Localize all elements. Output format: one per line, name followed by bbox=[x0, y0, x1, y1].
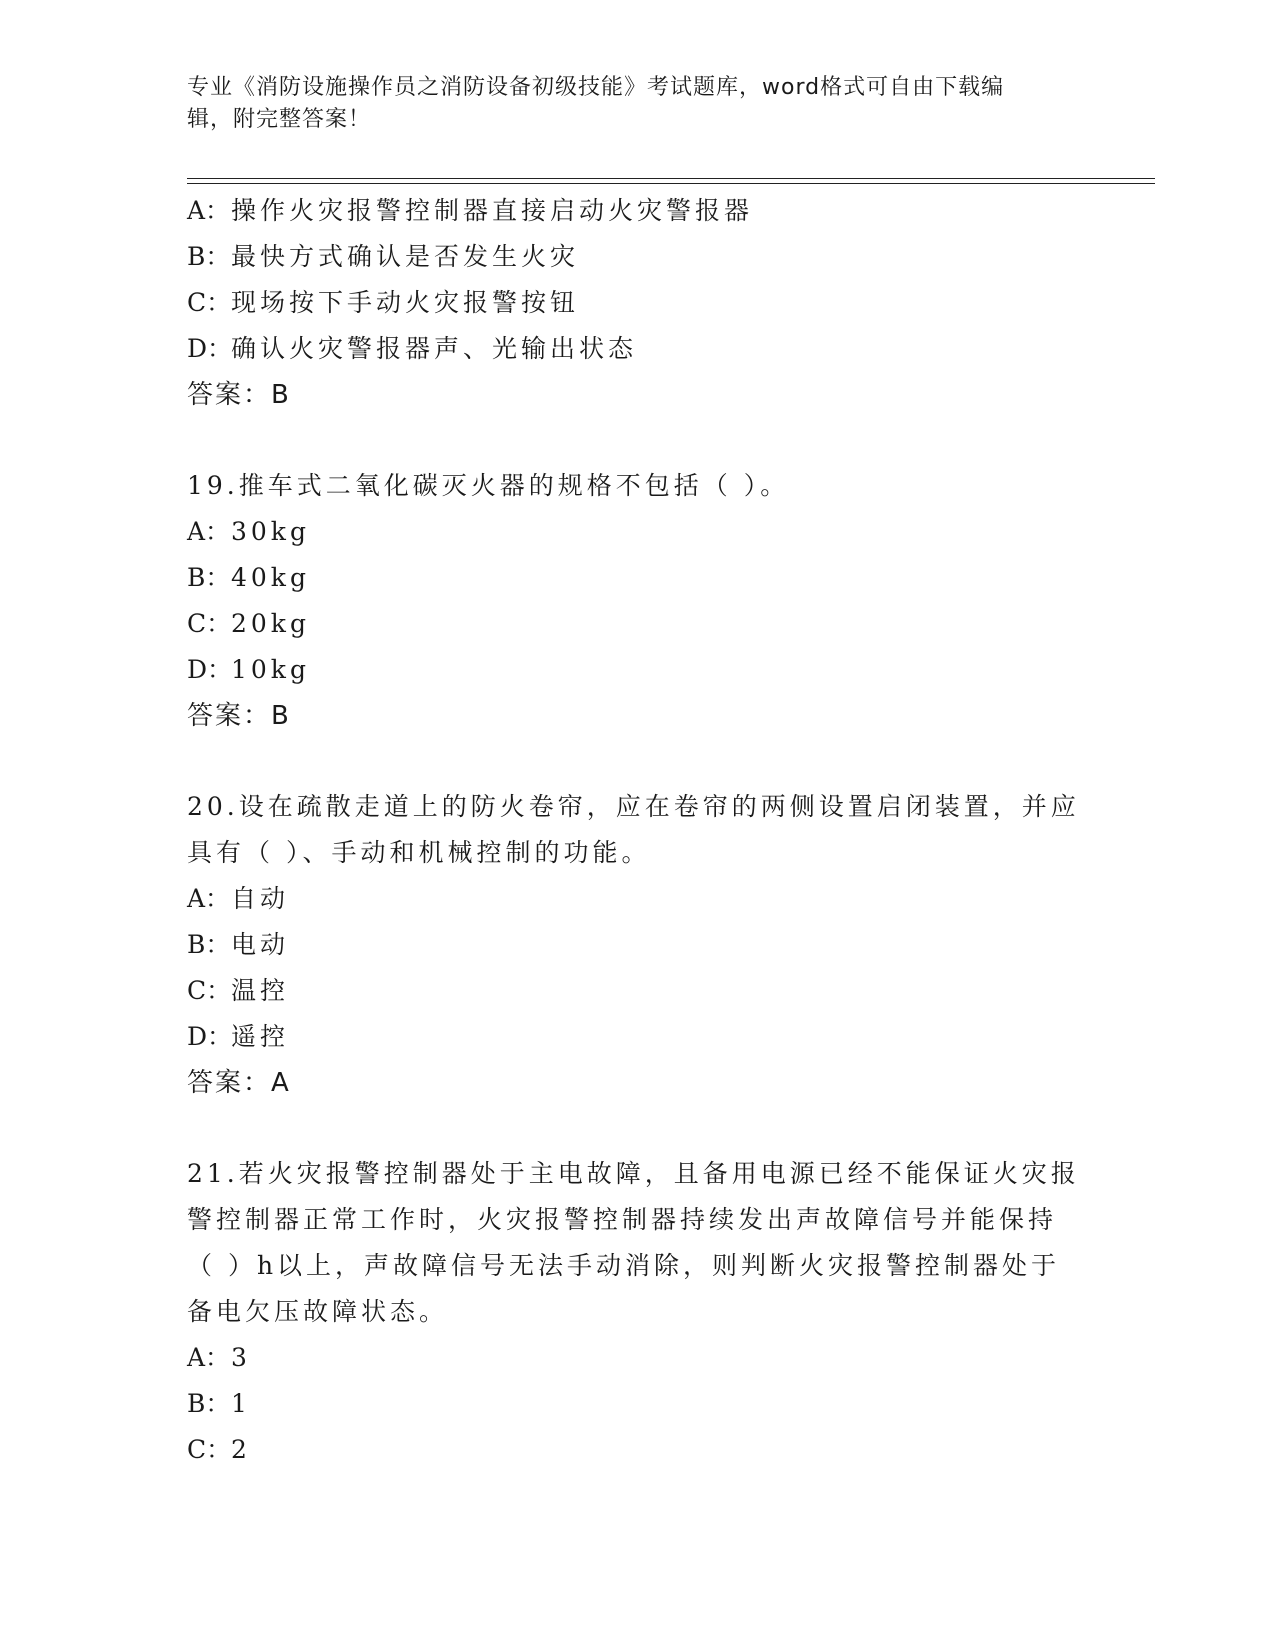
option-c bbox=[187, 601, 1087, 647]
option-b bbox=[187, 922, 1087, 968]
option-d bbox=[187, 326, 1087, 372]
option-text: 温控 bbox=[231, 976, 290, 1005]
question-block-18 bbox=[187, 188, 1087, 418]
question-stem-line: 21.若火灾报警控制器处于主电故障，且备用电源已经不能保证火灾报 bbox=[187, 1159, 1080, 1188]
option-label: A： bbox=[187, 196, 231, 225]
option-text: 1 bbox=[231, 1389, 251, 1418]
question-stem-line: 备电欠压故障状态。 bbox=[187, 1297, 449, 1326]
option-text: 遥控 bbox=[231, 1022, 290, 1051]
answer-line: 答案：B bbox=[187, 701, 291, 731]
header-note-line-1: 专业《消防设施操作员之消防设备初级技能》考试题库，word格式可自由下载编 bbox=[187, 75, 1005, 100]
option-text: 10kg bbox=[231, 655, 310, 684]
option-label: B： bbox=[187, 242, 231, 271]
option-text: 现场按下手动火灾报警按钮 bbox=[231, 288, 580, 317]
option-a bbox=[187, 1335, 1087, 1381]
option-c bbox=[187, 968, 1087, 1014]
option-label: C： bbox=[187, 288, 232, 317]
question-stem-line: 警控制器正常工作时，火灾报警控制器持续发出声故障信号并能保持 bbox=[187, 1205, 1058, 1234]
option-text: 自动 bbox=[231, 884, 290, 913]
header-divider-top bbox=[187, 178, 1155, 179]
option-label: C： bbox=[187, 976, 232, 1005]
question-stem-line: 具有（ ）、手动和机械控制的功能。 bbox=[187, 838, 651, 867]
question-stem-line: （ ）h以上，声故障信号无法手动消除，则判断火灾报警控制器处于 bbox=[187, 1251, 1061, 1280]
option-label: D： bbox=[187, 655, 233, 684]
option-text: 30kg bbox=[231, 517, 310, 546]
option-a bbox=[187, 876, 1087, 922]
option-label: B： bbox=[187, 1389, 231, 1418]
question-list bbox=[187, 188, 1087, 1473]
option-text: 电动 bbox=[231, 930, 290, 959]
option-a bbox=[187, 188, 1087, 234]
option-label: A： bbox=[187, 884, 231, 913]
option-text: 最快方式确认是否发生火灾 bbox=[231, 242, 580, 271]
question-stem: 19.推车式二氧化碳灭火器的规格不包括（ ）。 bbox=[187, 471, 790, 500]
option-b bbox=[187, 555, 1087, 601]
answer-line: 答案：B bbox=[187, 380, 291, 410]
option-text: 3 bbox=[231, 1343, 251, 1372]
option-b bbox=[187, 1381, 1087, 1427]
option-label: B： bbox=[187, 930, 231, 959]
header-divider-bottom bbox=[187, 183, 1155, 184]
option-label: A： bbox=[187, 1343, 231, 1372]
question-block-21 bbox=[187, 1151, 1087, 1473]
option-a bbox=[187, 509, 1087, 555]
option-text: 40kg bbox=[231, 563, 310, 592]
option-d bbox=[187, 1014, 1087, 1060]
header-note bbox=[187, 72, 1067, 136]
option-text: 操作火灾报警控制器直接启动火灾警报器 bbox=[231, 196, 754, 225]
option-text: 2 bbox=[231, 1435, 251, 1464]
option-text: 确认火灾警报器声、光输出状态 bbox=[231, 334, 638, 363]
option-c bbox=[187, 280, 1087, 326]
option-b bbox=[187, 234, 1087, 280]
option-label: C： bbox=[187, 609, 232, 638]
option-label: C： bbox=[187, 1435, 232, 1464]
option-label: A： bbox=[187, 517, 231, 546]
option-c bbox=[187, 1427, 1087, 1473]
option-d bbox=[187, 647, 1087, 693]
option-label: D： bbox=[187, 334, 233, 363]
question-block-19 bbox=[187, 463, 1087, 739]
answer-line: 答案：A bbox=[187, 1068, 291, 1098]
option-label: D： bbox=[187, 1022, 233, 1051]
question-stem-line: 20.设在疏散走道上的防火卷帘，应在卷帘的两侧设置启闭装置，并应 bbox=[187, 792, 1080, 821]
header-note-line-2: 辑，附完整答案！ bbox=[187, 107, 372, 132]
option-label: B： bbox=[187, 563, 231, 592]
option-text: 20kg bbox=[231, 609, 310, 638]
question-block-20 bbox=[187, 784, 1087, 1106]
